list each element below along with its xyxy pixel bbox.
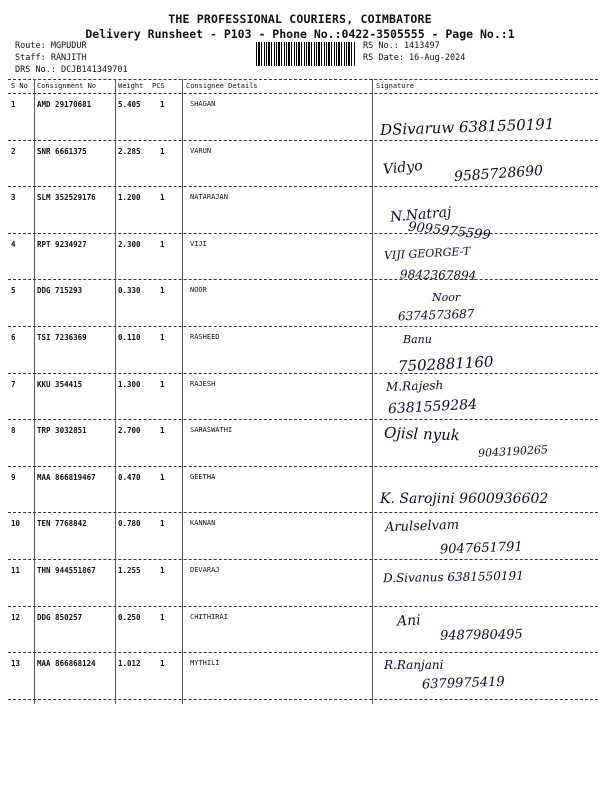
row-consignee: NOOR — [190, 286, 207, 295]
row-consignee: CHITHIRAI — [190, 612, 228, 621]
runsheet-subtitle: Delivery Runsheet - P103 - Phone No.:0422-3505555 - Page No.:1 — [85, 27, 515, 41]
rs-date: RS Date: 16-Aug-2024 — [363, 53, 466, 63]
row-consignee: RAJESH — [190, 379, 216, 388]
row-divider — [8, 186, 598, 187]
handwritten-phone: 6374573687 — [397, 306, 475, 324]
row-pcs: 1 — [160, 286, 165, 296]
row-weight: 0.470 — [118, 472, 141, 482]
col-header-signature: Signature — [376, 82, 414, 90]
row-consignee: KANNAN — [190, 519, 216, 528]
row-pcs: 1 — [160, 100, 165, 109]
row-consignee: VARUN — [190, 146, 212, 155]
handwritten-phone: 9842367894 — [399, 267, 477, 283]
row-consignment-no: RPT 9234927 — [37, 239, 87, 249]
row-consignment-no: SNR 6661375 — [37, 146, 87, 156]
row-pcs: 1 — [160, 472, 165, 482]
row-pcs: 1 — [160, 659, 165, 669]
route-text: Route: MGPUDUR — [15, 41, 87, 51]
row-sno: 7 — [11, 379, 16, 389]
handwritten-signature: VIJI GEORGE-T — [383, 244, 471, 263]
row-pcs: 1 — [160, 193, 165, 203]
row-consignee: GEETHA — [190, 472, 216, 481]
row-weight: 1.300 — [118, 379, 141, 389]
row-consignment-no: AMD 29170681 — [37, 100, 92, 109]
handwritten-phone: 6379975419 — [421, 674, 505, 693]
row-weight: 0.330 — [118, 286, 141, 296]
col-header-weight: Weight — [118, 82, 144, 90]
row-divider — [8, 373, 598, 374]
row-consignee: NATARAJAN — [190, 193, 228, 202]
handwritten-phone: 9047651791 — [439, 539, 523, 558]
row-sno: 9 — [11, 472, 16, 482]
row-weight: 0.250 — [118, 612, 141, 622]
row-pcs: 1 — [160, 146, 165, 156]
col-header-consignee: Consignee Details — [186, 82, 258, 90]
row-sno: 1 — [11, 100, 16, 109]
handwritten-phone: 9095975599 — [407, 219, 492, 244]
col-header-sno: S No — [11, 82, 28, 90]
row-consignment-no: MAA 866868124 — [37, 659, 96, 669]
row-pcs: 1 — [160, 612, 165, 622]
row-sno: 6 — [11, 333, 16, 342]
col-header-pcs: PCS — [152, 82, 165, 90]
company-title: THE PROFESSIONAL COURIERS, COIMBATORE — [168, 12, 432, 26]
row-pcs: 1 — [160, 239, 165, 249]
row-weight: 1.255 — [118, 566, 141, 575]
handwritten-signature: Noor — [432, 291, 461, 304]
row-pcs: 1 — [160, 333, 165, 342]
row-divider — [8, 419, 598, 420]
row-pcs: 1 — [160, 519, 165, 529]
column-divider — [115, 79, 116, 704]
row-weight: 1.200 — [118, 193, 141, 203]
row-divider — [8, 233, 598, 234]
row-divider — [8, 326, 598, 327]
row-weight: 2.285 — [118, 146, 141, 156]
handwritten-signature: R.Ranjani — [384, 658, 444, 672]
row-weight: 5.405 — [118, 100, 141, 109]
row-sno: 8 — [11, 426, 16, 436]
row-consignee: SHAGAN — [190, 100, 216, 108]
row-consignment-no: TEN 7768842 — [37, 519, 87, 529]
handwritten-signature: M.Rajesh — [385, 378, 444, 394]
row-consignee: SARASWATHI — [190, 426, 233, 435]
row-consignment-no: DDG 715293 — [37, 286, 83, 296]
row-pcs: 1 — [160, 379, 165, 389]
handwritten-signature: DSivaruw 6381550191 — [379, 114, 555, 140]
row-sno: 11 — [11, 566, 21, 575]
handwritten-signature: K. Sarojini 9600936602 — [380, 491, 549, 507]
row-divider — [8, 606, 598, 607]
column-divider — [34, 79, 35, 704]
row-consignee: VIJI — [190, 239, 207, 248]
drs-number: DRS No.: DCJB141349701 — [15, 65, 128, 75]
meta-left — [15, 40, 128, 76]
column-divider — [182, 79, 183, 704]
row-pcs: 1 — [160, 566, 165, 575]
handwritten-signature: Ani — [396, 612, 422, 630]
staff-text: Staff: RANJITH — [15, 53, 87, 63]
column-divider — [372, 79, 373, 704]
row-weight: 0.780 — [118, 519, 141, 529]
row-weight: 0.110 — [118, 333, 141, 342]
handwritten-phone: 9585728690 — [453, 162, 544, 186]
handwritten-signature: Arulselvam — [384, 517, 460, 536]
row-sno: 4 — [11, 239, 16, 249]
table-top-rule — [8, 79, 598, 80]
row-sno: 2 — [11, 146, 16, 156]
handwritten-signature: D.Sivanus 6381550191 — [382, 568, 524, 586]
row-divider — [8, 279, 598, 280]
meta-right — [363, 40, 465, 64]
row-pcs: 1 — [160, 426, 165, 436]
row-divider — [8, 559, 598, 560]
row-divider — [8, 652, 598, 653]
handwritten-phone: 7502881160 — [397, 352, 494, 376]
row-sno: 5 — [11, 286, 16, 296]
row-divider — [8, 466, 598, 467]
col-header-consignment: Consignment No — [37, 82, 97, 90]
row-sno: 3 — [11, 193, 16, 203]
row-sno: 10 — [11, 519, 21, 529]
handwritten-signature: Ojisl nyuk — [383, 423, 461, 445]
row-divider — [8, 512, 598, 513]
barcode-image — [256, 42, 356, 66]
row-consignment-no: TSI 7236369 — [37, 333, 87, 342]
row-divider — [8, 699, 598, 700]
row-consignee: MYTHILI — [190, 659, 220, 668]
handwritten-phone: 9487980495 — [439, 627, 523, 644]
row-weight: 2.700 — [118, 426, 141, 436]
row-weight: 2.300 — [118, 239, 141, 249]
rs-number: RS No.: 1413497 — [363, 41, 440, 51]
row-consignee: DEVARAJ — [190, 566, 220, 574]
row-sno: 12 — [11, 612, 21, 622]
row-sno: 13 — [11, 659, 21, 669]
handwritten-phone: 6381559284 — [387, 396, 478, 418]
handwritten-signature: Banu — [403, 333, 432, 346]
row-consignment-no: DDG 850257 — [37, 612, 83, 622]
row-consignment-no: KKU 354415 — [37, 379, 83, 389]
handwritten-signature: Vidyo — [382, 157, 424, 179]
row-consignment-no: SLM 352529176 — [37, 193, 96, 203]
handwritten-phone: 9043190265 — [477, 443, 549, 460]
header-bottom-rule — [8, 93, 598, 94]
row-consignment-no: THN 944551867 — [37, 566, 96, 575]
row-weight: 1.012 — [118, 659, 141, 669]
handwritten-signature: N.Natraj — [389, 204, 453, 226]
row-consignee: RASHEED — [190, 333, 220, 341]
row-divider — [8, 140, 598, 141]
row-consignment-no: MAA 866819467 — [37, 472, 96, 482]
row-consignment-no: TRP 3032851 — [37, 426, 87, 436]
